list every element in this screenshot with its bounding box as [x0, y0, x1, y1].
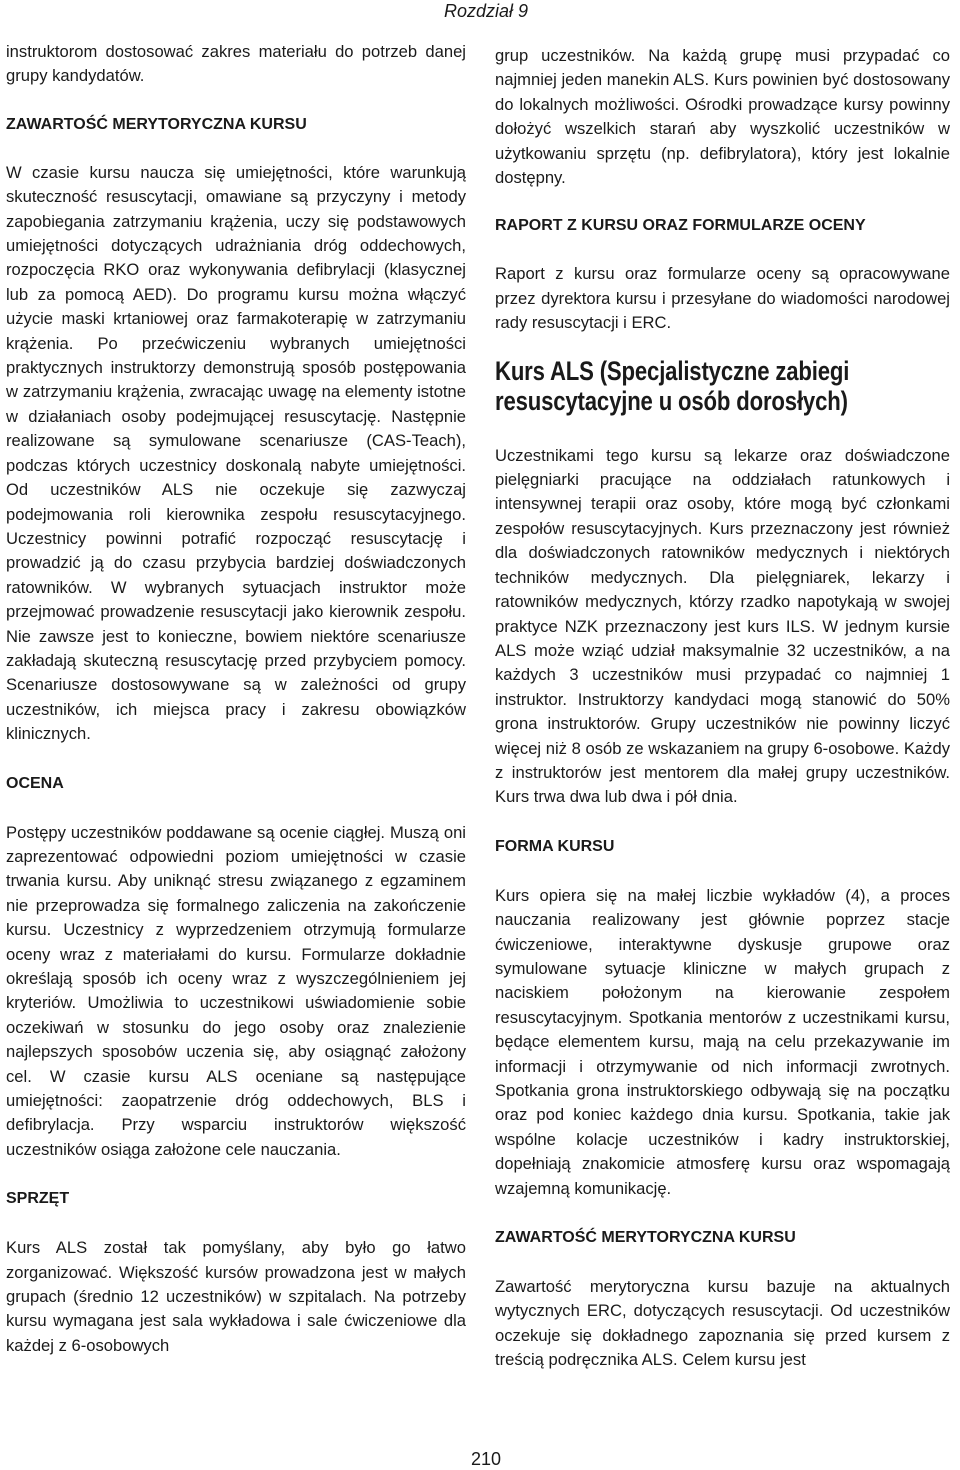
equipment-paragraph: Kurs ALS został tak pomyślany, aby było go łatwo zorganizować. Większość kursów prowadzona jest w małych grupach (średnio 12 uczestników) w szpitalach. Na potrzeby kursu wymagana jest sala wykładowa i sale ćwiczeniowe dla każdej z 6-osobowych [6, 1238, 466, 1355]
section-title-line-1: Kurs ALS (Specjalistyczne zabiegi [495, 355, 850, 386]
report-paragraph: Raport z kursu oraz formularze oceny są opracowywane przez dyrektora kursu i przesyłane do wiadomości narodowej rady resuscytacji i ERC. [495, 264, 950, 333]
content-paragraph-right: Zawartość merytoryczna kursu bazuje na aktualnych wytycznych ERC, dotyczących resuscytacji. Od uczestników oczekuje się dokładnego zapoznania się przed kursem z treścią podręcznika ALS. Celem kursu jest [495, 1277, 950, 1370]
section-title [495, 356, 938, 416]
report-heading: RAPORT Z KURSU ORAZ FORMULARZE OCENY [495, 217, 866, 235]
chapter-header: Rozdział 9 [443, 1, 528, 21]
content-heading: ZAWARTOŚĆ MERYTORYCZNA KURSU [6, 115, 307, 133]
content-heading-right: ZAWARTOŚĆ MERYTORYCZNA KURSU [495, 1229, 796, 1247]
page-number: 210 [470, 1449, 502, 1469]
equipment-continued-paragraph: grup uczestników. Na każdą grupę musi przypadać co najmniej jeden manekin ALS. Kurs powinien być dostosowany do lokalnych możliwości. Ośrodki prowadzące kursy powinny dołożyć wszelkich starań aby wyszkolić uczestników w użytkowaniu sprzętu (np. defibrylatora), który jest lokalnie dostępny. [495, 46, 950, 188]
participants-paragraph: Uczestnikami tego kursu są lekarze oraz doświadczone pielęgniarki pracujące na oddziałach ratunkowych i intensywnej terapii oraz osoby, które mogą być członkami zespołów resuscytacyjnych. Kurs przeznaczony jest również dla doświadczonych ratowników medycznych i niektórych techników medycznych. Dla pielęgniarek, lekarzy i ratowników medycznych, którzy rzadko napotykają w swojej praktyce NZK przeznaczony jest kurs ILS. W jednym kursie ALS może wziąć udział maksymalnie 32 uczestników, a na każdych 3 uczestników musi przypadać co najmniej 1 instruktor. Instruktorzy kandydaci mogą stanowić do 50% grona instruktorów. Grupy uczestników nie powinny liczyć więcej niż 8 osób ze wskazaniem na grupy 6-osobowe. Każdy z instruktorów jest mentorem dla małej grupy uczestników. Kurs trwa dwa lub dwa i pół dnia. [495, 445, 950, 807]
form-paragraph: Kurs opiera się na małej liczbie wykładów (4), a proces nauczania realizowany jest głównie poprzez stacje ćwiczeniowe, interaktywne dyskusje grupowe oraz symulowane sytuacje kliniczne w małych grupach z naciskiem położonym na kierowanie zespołem resuscytacyjnym. Spotkania mentorów z uczestnikami kursu, będące elementem kursu, mają na celu przekazywanie im informacji i otrzymywanie od nich informacji zwrotnych. Spotkania grona instruktorskiego odbywają się na początku oraz pod koniec każdego dnia kursu. Spotkania, takie jak wspólne kolacje uczestników i kadry instruktorskiej, dopełniają znakomicie atmosferę kursu oraz wspomagają wzajemną komunikację. [495, 885, 950, 1198]
equipment-heading: SPRZĘT [6, 1190, 70, 1208]
left-column [6, 40, 466, 1358]
intro-paragraph: instruktorom dostosować zakres materiału do potrzeb danej grupy kandydatów. [6, 42, 466, 86]
assessment-heading: OCENA [6, 774, 64, 792]
right-column [495, 44, 950, 1373]
assessment-paragraph: Postępy uczestników poddawane są ocenie ciągłej. Muszą oni zaprezentować odpowiedni poziom umiejętności w czasie trwania kursu. Aby uniknąć stresu związanego z egzaminem nie przeprowadza się formalnego zaliczenia na zakończenie kursu. Uczestnicy z wyprzedzeniem otrzymują formularze oceny wraz z materiałami do kursu. Formularze dokładnie określają sposób ich oceny wraz z wyszczególnieniem jej kryteriów. Umożliwia to uczestnikowi uświadomienie sobie oczekiwań w stosunku do jego osoby oraz znalezienie najlepszych sposobów uczenia się, aby osiągnąć założony cel. W czasie kursu ALS oceniane są następujące umiejętności: zaopatrzenie dróg oddechowych, BLS i defibrylacja. Przy wsparciu instruktorów większość uczestników osiąga założone cele nauczania. [6, 822, 466, 1159]
section-title-line-2: resuscytacyjne u osób dorosłych) [495, 385, 848, 416]
content-paragraph: W czasie kursu naucza się umiejętności, które warunkują skuteczność resuscytacji, omawiane są przyczyny i metody zapobiegania zatrzymaniu krążenia, uczy się podstawowych umiejętności dotyczących udrażniania dróg oddechowych, rozpoczęcia RKO oraz wykonywania defibrylacji (klasycznej lub za pomocą AED). Do programu kursu można włączyć użycie maski krtaniowej oraz farmakoterapię w zatrzymaniu krążenia. Po przećwiczeniu wybranych umiejętności praktycznych instruktorzy demonstrują sposób postępowania w zatrzymaniu krążenia, zwracając uwagę na elementy istotne w działaniach osoby podejmującej resuscytację. Następnie realizowane są symulowane scenariusze (CAS-Teach), podczas których uczestnicy doskonalą nabyte umiejętności. Od uczestników ALS nie oczekuje się zazwyczaj podejmowania roli kierownika zespołu resuscytacyjnego. Uczestnicy powinni potrafić rozpocząć resuscytację i prowadzić ją do czasu przybycia bardziej doświadczonych ratowników. W wybranych sytuacjach instruktor może przejmować prowadzenie resuscytacji jako kierownik zespołu. Nie zawsze jest to konieczne, bowiem niektóre scenariusze zakładają skuteczną resuscytację przed przybyciem pomocy. Scenariusze dostosowywane są w zależności od grupy uczestników, ich miejsca pracy i zakresu obowiązków klinicznych. [6, 162, 466, 744]
form-heading: FORMA KURSU [495, 837, 615, 855]
